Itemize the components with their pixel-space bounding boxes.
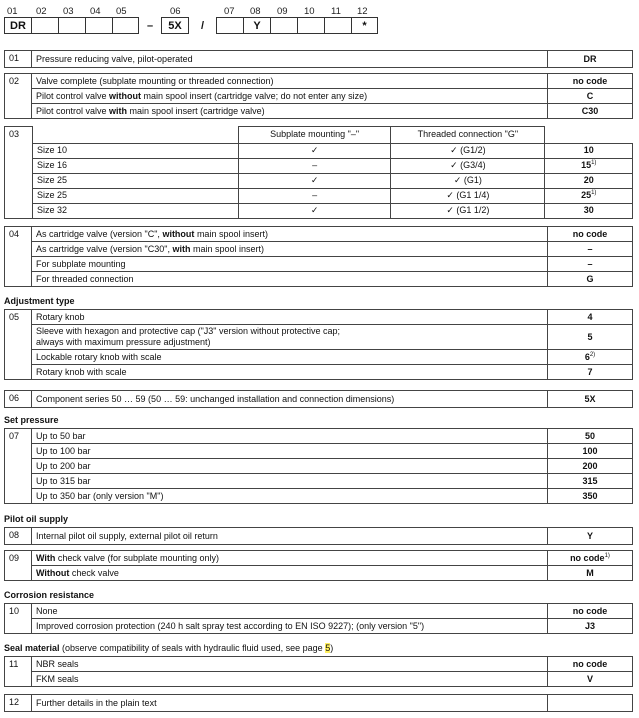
table-row: Up to 200 bar 200 [5,459,633,474]
table-row: For threaded connection G [5,272,633,287]
table-row: 09 With check valve (for subplate mounting only) no code$^{1)}$ [5,551,633,566]
table-08 [4,527,633,545]
table-row: Up to 315 bar 315 [5,474,633,489]
code-cell [271,18,298,33]
table-row: 05 Rotary knob 4 [5,310,633,325]
table-07 [4,428,633,504]
pos-08: 08 [250,6,261,17]
table-row: 04 As cartridge valve (version "C", without main spool insert) no code [5,227,633,242]
code-cell [325,18,352,33]
code-box-a [4,17,139,34]
page-link[interactable]: 5 [325,643,331,653]
code: DR [548,51,633,68]
table-row: Without check valve M [5,566,633,581]
table-header-row: 03 Subplate mounting "–" Threaded connection "G" [5,127,633,144]
table-row: 11 NBR seals no code [5,657,633,672]
table-row: 06 Component series 50 … 59 (50 … 59: unchanged installation and connection dimensions) 5X [5,391,633,408]
code-cell [32,18,59,33]
pos-04: 04 [90,6,101,17]
pos-01: 01 [7,6,18,17]
table-row: Lockable rotary knob with scale 6$^{2)}$ [5,350,633,365]
table-05 [4,309,633,380]
pos-10: 10 [304,6,315,17]
code-cell [59,18,86,33]
section-title-corrosion: Corrosion resistance [4,590,95,600]
desc: Pressure reducing valve, pilot-operated [32,51,548,68]
code-box-c [216,17,378,34]
code-dash: – [146,19,154,32]
table-row: Pilot control valve with main spool insert (cartridge valve) C30 [5,104,633,119]
table-row: Sleeve with hexagon and protective cap ("J3" version without protective cap; always with maximum pressure adjustment) 5 [5,325,633,350]
code-cell [217,18,244,33]
table-row: Size 32 ✓ ✓ (G1 1/2) 30 [5,203,633,218]
table-11 [4,656,633,687]
code-cell-dr: DR [5,18,32,33]
table-row: Size 25 ✓ ✓ (G1) 20 [5,173,633,188]
table-04 [4,226,633,287]
section-title-set-pressure: Set pressure [4,415,59,425]
table-row: FKM seals V [5,672,633,687]
code-cell [86,18,113,33]
code-slash: / [200,19,205,32]
table-10 [4,603,633,634]
table-12 [4,694,633,712]
col-threaded: Threaded connection "G" [391,127,545,144]
table-03 [4,126,633,219]
table-row: For subplate mounting – [5,257,633,272]
section-title-seal: Seal material (observe compatibility of seals with hydraulic fluid used, see page 5) [4,643,334,653]
table-row: 02 Valve complete (subplate mounting or threaded connection) no code [5,74,633,89]
table-row: Improved corrosion protection (240 h salt spray test according to EN ISO 9227); (only version "5") J3 [5,619,633,634]
code-cell [298,18,325,33]
pos-12: 12 [357,6,368,17]
table-01 [4,50,633,68]
table-row: 08 Internal pilot oil supply, external pilot oil return Y [5,528,633,545]
table-06 [4,390,633,408]
table-row: 10 None no code [5,604,633,619]
table-02 [4,73,633,119]
table-row: As cartridge valve (version "C30", with main spool insert) – [5,242,633,257]
pos-07: 07 [224,6,235,17]
table-row: Up to 100 bar 100 [5,444,633,459]
code-cell-star: * [362,19,367,32]
table-row: Rotary knob with scale 7 [5,365,633,380]
table-row: Up to 350 bar (only version "M") 350 [5,489,633,504]
pos-05: 05 [116,6,127,17]
code-cell-series: 5X [168,19,182,32]
table-row: Size 16 – ✓ (G3/4) 15$^{1)}$ [5,158,633,173]
table-row: 01 Pressure reducing valve, pilot-operated DR [5,51,633,68]
code-cell [113,18,139,33]
table-row: Pilot control valve without main spool insert (cartridge valve; do not enter any size) C [5,89,633,104]
pos-02: 02 [36,6,47,17]
pos-11: 11 [331,6,341,17]
pos-06: 06 [170,6,181,17]
col-subplate: Subplate mounting "–" [239,127,391,144]
table-09 [4,550,633,581]
pos-03: 03 [63,6,74,17]
section-title-pilot-oil: Pilot oil supply [4,514,69,524]
code-box-b [161,17,189,34]
table-row: Size 10 ✓ ✓ (G1/2) 10 [5,143,633,158]
section-title-adjustment: Adjustment type [4,296,75,306]
table-row: 07 Up to 50 bar 50 [5,429,633,444]
table-row: 12 Further details in the plain text [5,695,633,712]
pos-09: 09 [277,6,288,17]
code-cell-y: Y [244,18,271,33]
table-row: Size 25 – ✓ (G1 1/4) 25$^{1)}$ [5,188,633,203]
